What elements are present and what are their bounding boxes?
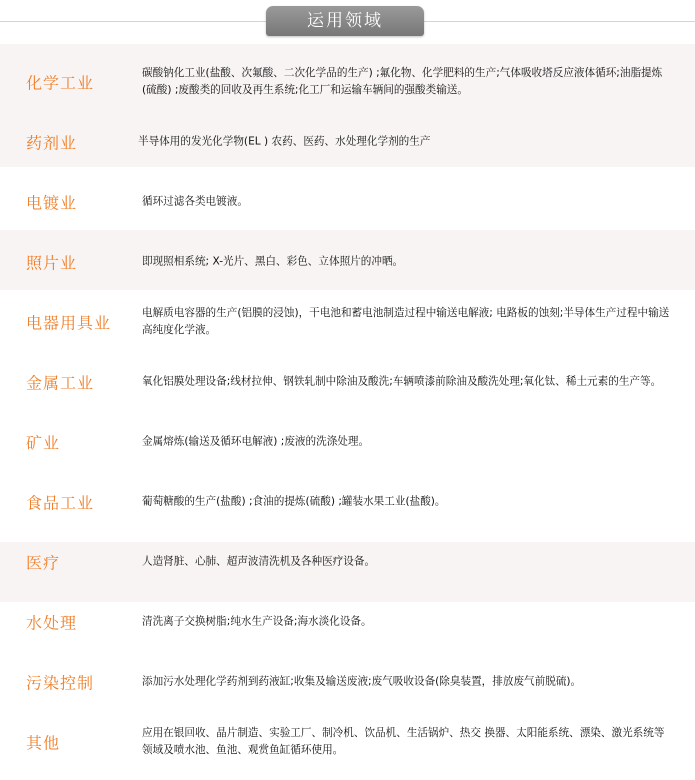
row-description: 氧化铝膜处理设备;线材拉伸、钢铁轧制中除油及酸洗;车辆喷漆前除油及酸洗处理;氧化钛、稀土元素的生产等。 [142,375,662,388]
row-label: 照片业 [26,253,78,273]
row-label: 污染控制 [26,673,95,693]
row-label: 金属工业 [26,373,95,393]
application-row-water-treatment [0,592,695,652]
application-row-electroplating [0,172,695,232]
row-label: 医疗 [26,553,61,573]
row-label: 水处理 [26,613,78,633]
application-row-mining [0,412,695,472]
application-row-photography [0,232,695,292]
row-description: 添加污水处理化学药剂到药液缸;收集及输送废液;废气吸收设备(除臭装置，排放废气前脱硫)。 [142,675,582,688]
row-label: 电器用具业 [26,313,112,333]
row-description: 人造肾脏、心肺、超声波清洗机及各种医疗设备。 [142,555,376,568]
row-description: 即现照相系统; X-光片、黑白、彩色、立体照片的冲晒。 [142,255,404,268]
row-label: 其他 [26,733,61,753]
section-title: 运用领域 [307,11,383,31]
application-row-pharmaceutical [0,112,695,172]
row-label: 电镀业 [26,193,78,213]
row-description: 电解质电容器的生产(铝膜的浸蚀)，干电池和蓄电池制造过程中输送电解液; 电路板的蚀刻;半导体生产过程中输送高纯度化学液。 [142,307,670,336]
row-label: 矿业 [26,433,61,453]
application-row-medical [0,532,695,592]
row-description: 葡萄糖酸的生产(盐酸) ;食油的提炼(硫酸) ;罐装水果工业(盐酸)。 [142,495,446,508]
application-row-chemical [0,52,695,112]
application-row-other [0,712,695,772]
row-label: 化学工业 [26,73,95,93]
row-description: 碳酸钠化工业(盐酸、次氟酸、二次化学品的生产) ;氟化物、化学肥料的生产;气体吸收塔反应液体循环;油脂提炼(硫酸) ;废酸类的回收及再生系统;化工厂和运输车辆间的强酸类输送。 [142,67,663,96]
row-label: 食品工业 [26,493,95,513]
application-row-electrical [0,292,695,352]
row-description: 清洗离子交换树脂;纯水生产设备;海水淡化设备。 [142,615,372,628]
application-row-food [0,472,695,532]
row-description: 半导体用的发光化学物(EL ) 农药、医药、水处理化学剂的生产 [138,135,431,148]
section-title-tab [266,6,424,36]
application-row-metal [0,352,695,412]
row-description: 应用在银回收、晶片制造、实验工厂、制冷机、饮品机、生活锅炉、热交 换器、太阳能系统、漂染、激光系统等领域及喷水池、鱼池、观赏鱼缸循环使用。 [142,727,665,756]
row-label: 药剂业 [26,133,78,153]
row-description: 循环过滤各类电镀液。 [142,195,248,208]
row-description: 金属熔炼(输送及循环电解液) ;废液的洗涤处理。 [142,435,370,448]
application-row-pollution-control [0,652,695,712]
